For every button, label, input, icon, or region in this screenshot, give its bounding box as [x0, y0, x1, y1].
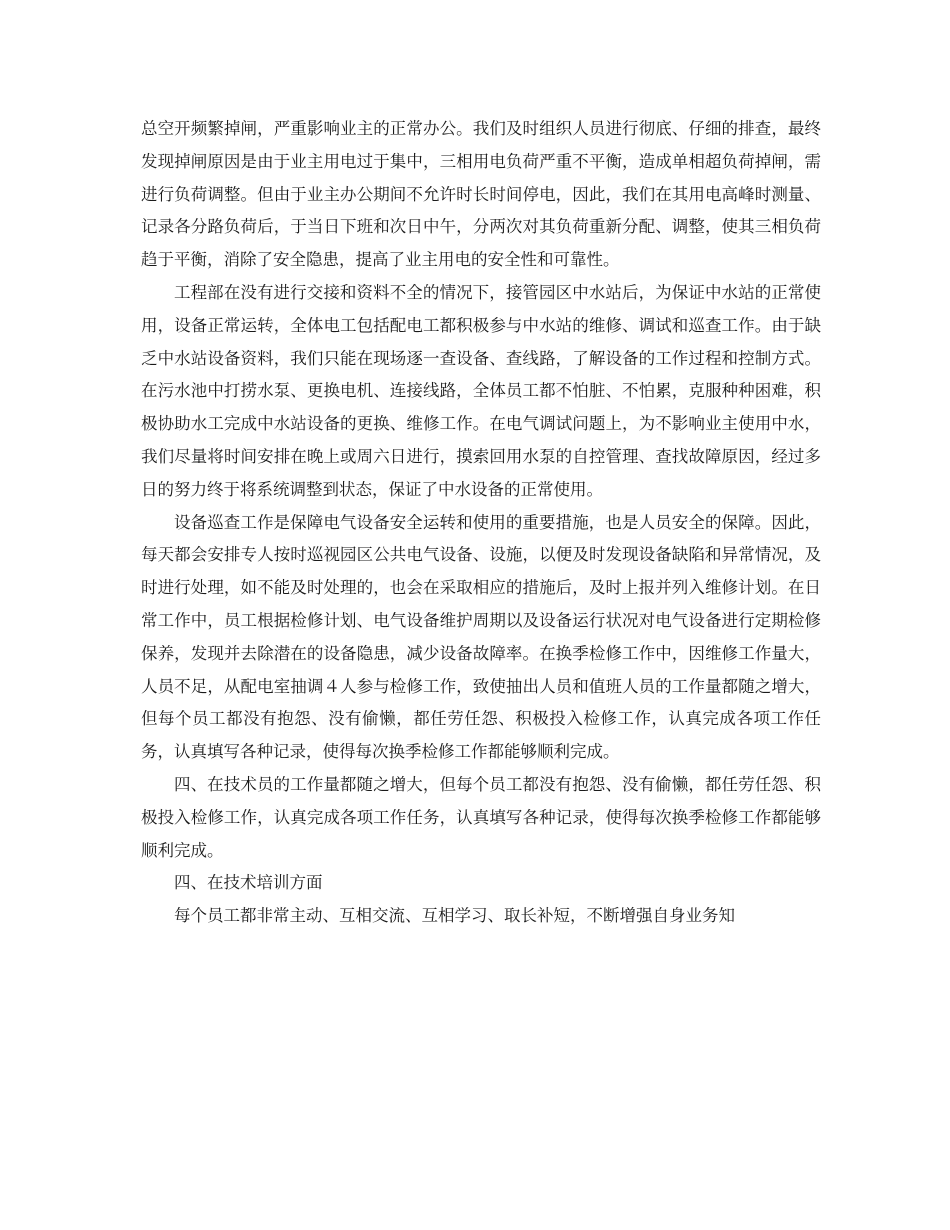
section-heading-training: 四、在技术培训方面	[174, 873, 323, 893]
paragraph-training: 每个员工都非常主动、互相交流、互相学习、取长补短，不断增强自身业务知	[174, 906, 735, 926]
document-body	[141, 113, 821, 933]
paragraph-equipment-inspection: 设备巡查工作是保障电气设备安全运转和使用的重要措施，也是人员安全的保障。因此，每天都会安排专人按时巡视园区公共电气设备、设施，以便及时发现设备缺陷和异常情况，及时进行处理，如不能及时处理的，也会在采取相应的措施后，及时上报并列入维修计划。在日常工作中，员工根据检修计划、电气设备维护周期以及设备运行状况对电气设备进行定期检修保养，发现并去除潜在的设备隐患，减少设备故障率。在换季检修工作中，因维修工作量大，人员不足，从配电室抽调４人参与检修工作，致使抽出人员和值班人员的工作量都随之增大，但每个员工都没有抱怨、没有偷懒，都任劳任怨、积极投入检修工作，认真完成各项工作任务，认真填写各种记录，使得每次换季检修工作都能够顺利完成。	[141, 512, 821, 762]
paragraph-power-load: 总空开频繁掉闸，严重影响业主的正常办公。我们及时组织人员进行彻底、仔细的排查，最终发现掉闸原因是由于业主用电过于集中，三相用电负荷严重不平衡，造成单相超负荷掉闸，需进行负荷调整。但由于业主办公期间不允许时长时间停电，因此，我们在其用电高峰时测量、记录各分路负荷后，于当日下班和次日中午，分两次对其负荷重新分配、调整，使其三相负荷趋于平衡，消除了安全隐患，提高了业主用电的安全性和可靠性。	[141, 119, 821, 270]
paragraph-technician-workload: 四、在技术员的工作量都随之增大，但每个员工都没有抱怨、没有偷懒，都任劳任怨、积极投入检修工作，认真完成各项工作任务，认真填写各种记录，使得每次换季检修工作都能够顺利完成。	[141, 774, 821, 860]
paragraph-water-station: 工程部在没有进行交接和资料不全的情况下，接管园区中水站后，为保证中水站的正常使用，设备正常运转，全体电工包括配电工都积极参与中水站的维修、调试和巡查工作。由于缺乏中水站设备资料，我们只能在现场逐一查设备、查线路，了解设备的工作过程和控制方式。在污水池中打捞水泵、更换电机、连接线路，全体员工都不怕脏、不怕累，克服种种困难，积极协助水工完成中水站设备的更换、维修工作。在电气调试问题上，为不影响业主使用中水，我们尽量将时间安排在晚上或周六日进行，摸索回用水泵的自控管理、查找故障原因，经过多日的努力终于将系统调整到状态，保证了中水设备的正常使用。	[141, 282, 821, 499]
